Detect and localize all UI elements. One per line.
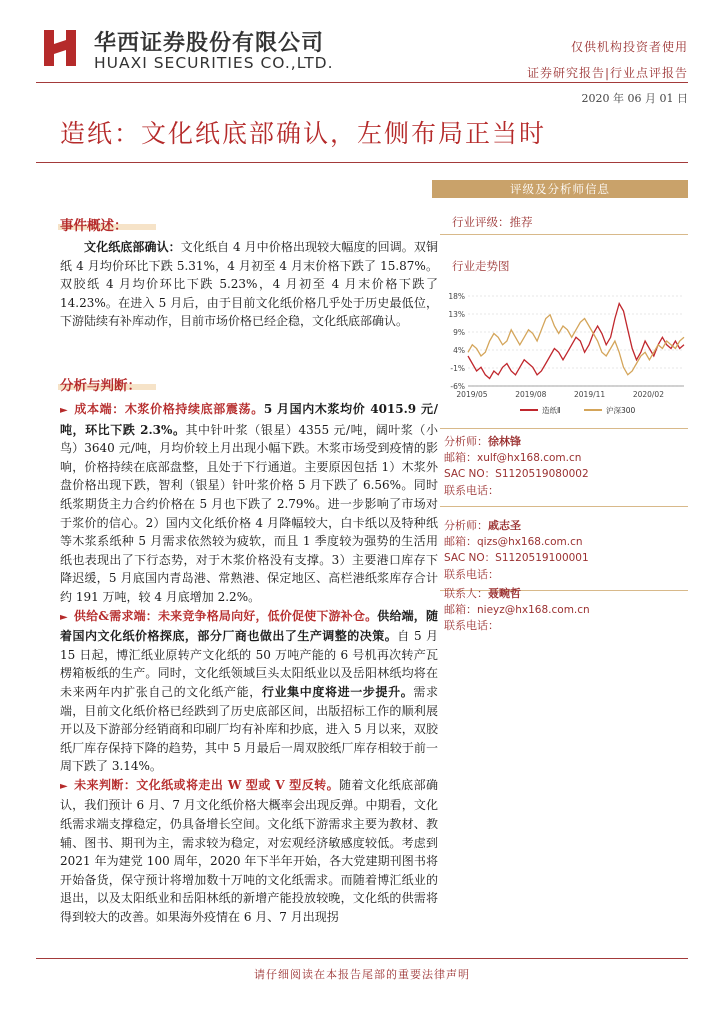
bullet-triangle-icon: ► bbox=[60, 780, 68, 792]
legal-notice: 请仔细阅读在本报告尾部的重要法律声明 bbox=[254, 968, 470, 981]
phone-label: 联系电话： bbox=[444, 567, 499, 581]
analyst-sac: S1120519100001 bbox=[495, 552, 589, 564]
rating-analyst-header: 评级及分析师信息 bbox=[432, 180, 688, 198]
contact-role: 联系人： bbox=[444, 587, 488, 600]
huaxi-logo-icon bbox=[40, 26, 80, 70]
x-tick-label: 2019/11 bbox=[574, 390, 606, 399]
analysis-body bbox=[60, 400, 438, 927]
contact-name: 聂畹哲 bbox=[488, 587, 521, 600]
legend-label: 造纸Ⅱ bbox=[542, 406, 561, 415]
y-tick-label: 13% bbox=[448, 310, 465, 319]
company-name-en: HUAXI SECURITIES CO.,LTD. bbox=[94, 54, 334, 72]
company-name-cn: 华西证券股份有限公司 bbox=[94, 31, 325, 56]
industry-trend-chart bbox=[440, 282, 688, 422]
analysis-heading: 分析与判断： bbox=[60, 378, 141, 394]
cost-heading: 成本端：木浆价格持续底部震荡。 bbox=[73, 402, 264, 416]
y-tick-label: -6% bbox=[450, 382, 465, 391]
y-tick-label: -1% bbox=[450, 364, 465, 373]
audience-tag: 仅供机构投资者使用 bbox=[570, 40, 688, 54]
y-tick-label: 4% bbox=[453, 346, 465, 355]
analyst-email[interactable]: qizs@hx168.com.cn bbox=[477, 535, 583, 548]
analyst-role: 分析师： bbox=[444, 435, 488, 448]
outlook-heading: 未来判断：文化纸或将走出 W 型或 V 型反转。 bbox=[73, 777, 340, 792]
supply-bold-1: 供给端，随着国内文化纸价格探底，部分厂商也做出了生产调整的决策。 bbox=[60, 608, 438, 644]
report-date: 2020 年 06 月 01 日 bbox=[581, 92, 688, 105]
header-divider bbox=[36, 82, 688, 83]
x-tick-label: 2019/08 bbox=[515, 390, 547, 399]
report-type-tag: 证券研究报告|行业点评报告 bbox=[526, 66, 688, 80]
analyst-block-2 bbox=[444, 518, 589, 582]
trend-label: 行业走势图 bbox=[452, 259, 510, 273]
email-label: 邮箱： bbox=[444, 602, 477, 616]
analyst-name: 戚志圣 bbox=[488, 519, 521, 532]
rating-divider bbox=[440, 234, 688, 235]
analyst-divider bbox=[440, 506, 688, 507]
contact-email[interactable]: nieyz@hx168.com.cn bbox=[477, 603, 590, 616]
rating-label: 行业评级： bbox=[452, 215, 510, 229]
bullet-triangle-icon: ► bbox=[60, 611, 68, 623]
bullet-triangle-icon: ► bbox=[60, 405, 68, 416]
industry-rating bbox=[452, 214, 533, 230]
supply-heading: 供给&需求端：未来竞争格局向好，低价促使下游补仓。 bbox=[73, 608, 378, 623]
contact-block bbox=[444, 586, 590, 634]
phone-label: 联系电话： bbox=[444, 483, 499, 497]
sac-label: SAC NO： bbox=[444, 552, 496, 564]
supply-text-2: 需求端，目前文化纸价格已经跌到了历史底部区间，出版招标工作的顺利展开以及下游部分经销商和印刷厂均有补库和抄底，进入 5 月以来，双胶纸厂库存保持下降的趋势，其中 5 月最后一周双胶纸厂库存相较于前一周下跌了 3.14%。 bbox=[60, 684, 438, 774]
email-label: 邮箱： bbox=[444, 450, 477, 464]
analyst-email[interactable]: xulf@hx168.com.cn bbox=[477, 451, 582, 464]
cost-text: 其中针叶浆（银星）4355 元/吨，阔叶浆（小鸟）3640 元/吨，月均价较上月出现小幅下跌。木浆市场受到疫情的影响，价格持续在底部盘整，且处于下行通道。主要原因包括 1）木浆外盘价格出现下跌，智利（银星）针叶浆价格 5 月下跌了 6.56%。同时纸浆期货主力合约价格在 5 月也下跌了 2.79%。进一步影响了市场对于浆价的信心。2）国内文化纸价格 4 月降幅较大，白卡纸以及特种纸等木浆系纸种 5 月需求依然较为疲软，而且 1 季度较为强势的生活用纸也表现出了下行态势，对于木浆价格没有支撑。3）主要港口库存下降迟缓，5 月底国内青岛港、常熟港、保定地区、高栏港纸浆库存合计约 191 万吨，较 4 月底增加 2.2%。 bbox=[60, 422, 438, 604]
event-paragraph bbox=[60, 238, 438, 331]
series-line-2 bbox=[468, 315, 684, 375]
x-tick-label: 2019/05 bbox=[456, 390, 488, 399]
outlook-text: 随着文化纸底部确认，我们预计 6 月、7 月文化纸价格大概率会出现反弹。中期看，文化纸需求端支撑稳定，仍具备增长空间。文化纸下游需求主要为教材、教辅、图书、期刊为主，需求较为稳定，对宏观经济敏感度较低。考虑到 2021 年为建党 100 周年，2020 年下半年开始，各大党建期刊图书将开始备货，保守预计将增加数十万吨的文化纸需求。而随着博汇纸业的退出，以及太阳纸业和岳阳林纸的新增产能投放较晚，文化纸的供需将得到较大的改善。如果海外疫情在 6 月、7 月出现拐 bbox=[60, 777, 438, 925]
report-title: 造纸：文化纸底部确认，左侧布局正当时 bbox=[60, 119, 547, 148]
footer-divider bbox=[36, 958, 688, 959]
legend-label: 沪深300 bbox=[606, 406, 636, 415]
event-lead: 文化纸底部确认： bbox=[84, 240, 181, 254]
supply-text-1: 自 5 月 15 日起，博汇纸业原转产文化纸的 50 万吨产能的 6 号机再次转产瓦楞箱板纸的生产。同时，文化纸领域巨头太阳纸业以及岳阳林纸均将在未来两年内扩张自己的文化纸产能， bbox=[60, 629, 438, 699]
event-heading: 事件概述： bbox=[60, 218, 128, 234]
rating-value: 推荐 bbox=[509, 215, 533, 229]
supply-bold-2: 行业集中度将进一步提升。 bbox=[261, 684, 414, 699]
x-tick-label: 2020/02 bbox=[632, 390, 664, 399]
title-divider bbox=[36, 162, 688, 163]
chart-divider bbox=[440, 428, 688, 429]
y-tick-label: 18% bbox=[448, 292, 465, 301]
email-label: 邮箱： bbox=[444, 534, 477, 548]
phone-label: 联系电话： bbox=[444, 619, 499, 632]
cost-bold: 5 月国内木浆均价 4015.9 元/吨，环比下跌 2.3%。 bbox=[60, 402, 438, 437]
sac-label: SAC NO： bbox=[444, 468, 496, 480]
analyst-sac: S1120519080002 bbox=[495, 468, 589, 480]
y-tick-label: 9% bbox=[453, 328, 465, 337]
analyst-name: 徐林锋 bbox=[488, 435, 521, 448]
event-text: 文化纸自 4 月中价格出现较大幅度的回调。双铜纸 4 月均价环比下跌 5.31%，4 月初至 4 月末价格下跌了 15.87%。双胶纸 4 月均价环比下跌 5.23%，4 月初至 4 月末价格下跌了 14.23%。在进入 5 月后，由于目前文化纸价格几乎处于历史最低位，下游陆续有补库动作，目前市场价格已经企稳，文化纸底部确认。 bbox=[60, 240, 438, 329]
analyst-block-1 bbox=[444, 434, 589, 498]
analyst-role: 分析师： bbox=[444, 519, 488, 532]
